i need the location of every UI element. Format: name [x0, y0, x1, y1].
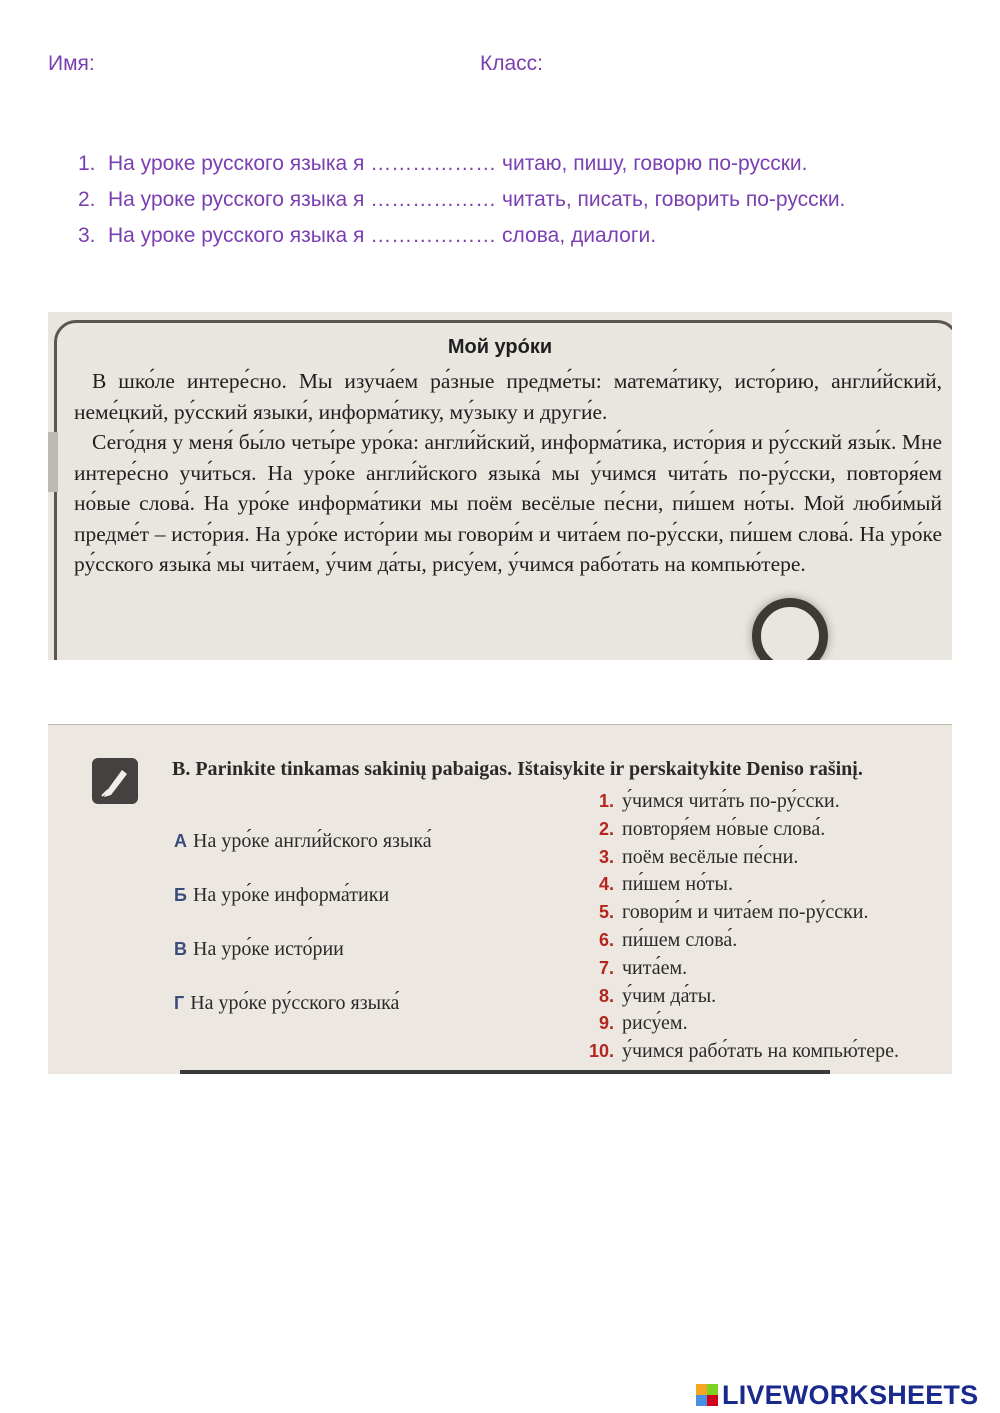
- sentence-endings-list: [574, 788, 899, 1066]
- class-label: Класс:: [480, 52, 543, 75]
- ending-item: 2. повторя́ем но́вые слова́.: [598, 817, 826, 840]
- ending-item: 9. рису́ем.: [598, 1012, 688, 1035]
- ending-item: 7. чита́ем.: [598, 956, 688, 979]
- sentence-start-item: Г На уро́ке ру́сского языка́: [174, 992, 400, 1014]
- ending-item: 5. говори́м и чита́ем по-ру́сски.: [598, 901, 869, 924]
- ending-item: 3. поём весёлые пе́сни.: [598, 845, 799, 868]
- sentence-item: 1. На уроке русского языка я ……………… читаю, пишу, говорю по-русски.: [78, 152, 808, 175]
- ending-item: 6. пи́шем слова́.: [598, 928, 738, 951]
- sentence-start-item: В На уро́ке исто́рии: [174, 938, 344, 960]
- pen-icon: [92, 758, 138, 804]
- divider: [180, 1070, 830, 1074]
- lesson-title: Мой уро́ки: [447, 336, 553, 358]
- textbook-matching-image: [48, 724, 952, 1074]
- divider: [48, 724, 952, 725]
- sentence-start-item: Б На уро́ке информа́тики: [174, 884, 390, 906]
- sentence-text: На уроке русского языка я ……………… слова, диалоги.: [108, 224, 657, 247]
- sentence-text: На уроке русского языка я ……………… читать, писать, говорить по-русски.: [108, 188, 846, 211]
- ending-item: 10. у́чимся рабо́тать на компью́тере.: [588, 1040, 900, 1063]
- sentence-item: 3. На уроке русского языка я ……………… слова, диалоги.: [78, 224, 657, 247]
- name-label: Имя:: [48, 52, 95, 75]
- ending-item: 4. пи́шем но́ты.: [598, 873, 733, 896]
- task-heading: B. Parinkite tinkamas sakinių pabaigas. Ištaisykite ir perskaitykite Deniso rašinį.: [172, 758, 863, 780]
- ending-item: 1. у́чимся чита́ть по-ру́сски.: [598, 790, 840, 812]
- logo-mark-icon: [696, 1384, 718, 1406]
- liveworksheets-logo[interactable]: [696, 1379, 978, 1411]
- sentence-start-item: А На уро́ке англи́йского языка́: [174, 830, 432, 852]
- ending-item: 8. у́чим да́ты.: [598, 984, 717, 1007]
- lesson-paragraph: В шко́ле интере́сно. Мы изуча́ем ра́зные предме́ты: матема́тику, исто́рию, англи́йский, неме́цкий, ру́сский языки́, информа́тику, му́зыку и други́е.: [74, 369, 942, 424]
- lesson-body: [74, 366, 942, 580]
- sentence-list: [78, 146, 845, 254]
- sentence-item: 2. На уроке русского языка я ……………… читать, писать, говорить по-русски.: [78, 188, 846, 211]
- lesson-paragraph: Сего́дня у меня́ бы́ло четы́ре уро́ка: англи́йский, информа́тика, исто́рия и ру́сский язы́к. Мне интере́сно учи́ться. На уро́ке англи́йского языка́ мы у́чимся чита́ть по-ру́сски, повторя́ем но́вые слова́. На уро́ке информа́тики мы поём весёлые пе́сни, пи́шем но́ты. Мой люби́мый предме́т – исто́рия. На уро́ке исто́рии мы говори́м и чита́ем по-ру́сски, пи́шем слова́. На уро́ке ру́сского языка́ мы чита́ем, у́чим да́ты, рису́ем, у́чимся рабо́тать на компью́тере.: [74, 430, 942, 576]
- logo-text: LIVEWORKSHEETS: [722, 1379, 979, 1410]
- textbook-text-image: [48, 312, 952, 660]
- sentence-text: На уроке русского языка я ……………… читаю, пишу, говорю по-русски.: [108, 152, 808, 175]
- frame-notch: [48, 432, 58, 492]
